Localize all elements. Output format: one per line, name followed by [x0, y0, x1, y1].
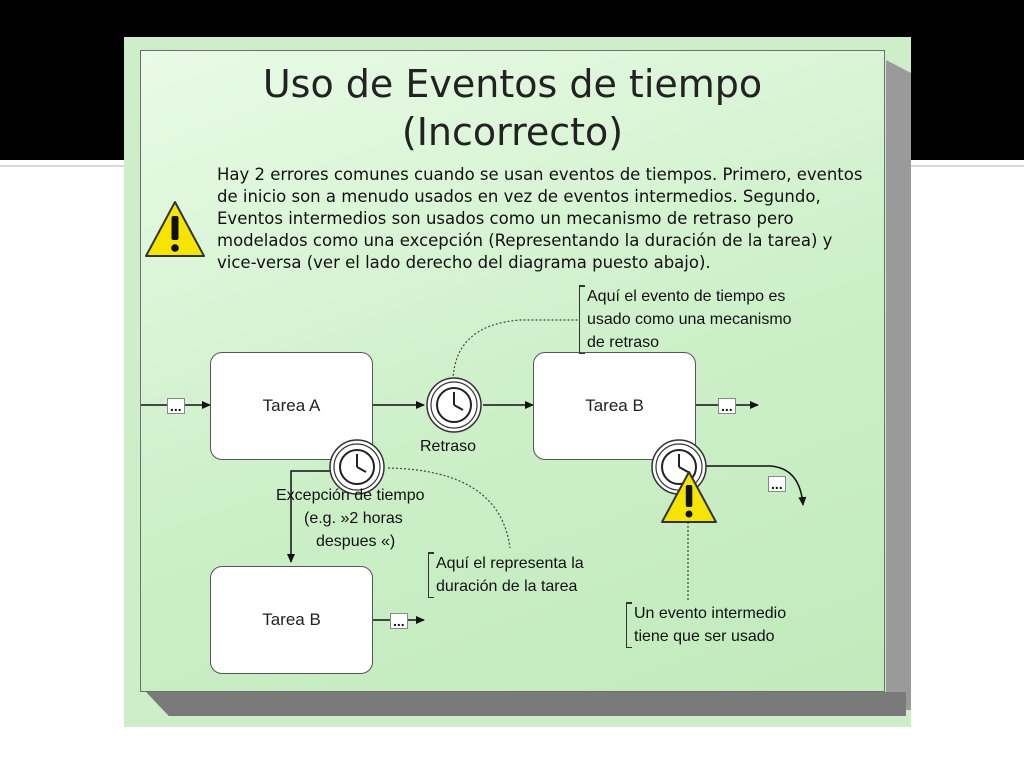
task-tarea-b-bottom: Tarea B — [210, 566, 373, 674]
label-retraso: Retraso — [420, 438, 477, 455]
label-exception-line3: despues «) — [316, 533, 396, 550]
annotation-delay-line3: de retraso — [587, 334, 660, 351]
task-tarea-b-right: Tarea B — [533, 352, 696, 460]
label-exception-line1: Excepción de tiempo — [276, 487, 425, 504]
intro-paragraph: Hay 2 errores comunes cuando se usan eventos de tiempos. Primero, eventos de inicio son a menudo usados en vez de eventos intermedios. Segundo, Eventos intermedios son usados como un mecanismo de retraso pero modelados como una excepción (Representando la duración de la tarea) y vice-versa (ver el lado derecho del diagrama puesto abajo). — [217, 165, 863, 272]
clock-icon — [427, 378, 481, 432]
annotation-intermediate-line2: tiene que ser usado — [634, 628, 775, 645]
label-exception-line2: (e.g. »2 horas — [304, 510, 403, 527]
annotation-delay-line1: Aquí el evento de tiempo es — [587, 288, 786, 305]
annotation-duration — [428, 552, 584, 598]
slide-title-line1: Uso de Eventos de tiempo — [262, 62, 763, 106]
ellipsis-in: ... — [167, 398, 185, 414]
annotation-delay — [579, 285, 792, 354]
ellipsis-out-right: ... — [768, 476, 786, 492]
ellipsis-out-top: ... — [718, 398, 736, 414]
annotation-duration-line1: Aquí el representa la — [436, 555, 584, 572]
task-tarea-a: Tarea A — [210, 352, 373, 460]
annotation-delay-line2: usado como una mecanismo — [587, 311, 792, 328]
ellipsis-out-bottom: ... — [390, 613, 408, 629]
clock-icon — [652, 440, 706, 494]
annotation-intermediate — [626, 602, 786, 648]
slide-title-line2: (Incorrecto) — [401, 110, 624, 154]
warning-triangle-icon — [146, 202, 204, 256]
annotation-duration-line2: duración de la tarea — [436, 578, 578, 595]
annotation-intermediate-line1: Un evento intermedio — [634, 605, 787, 622]
